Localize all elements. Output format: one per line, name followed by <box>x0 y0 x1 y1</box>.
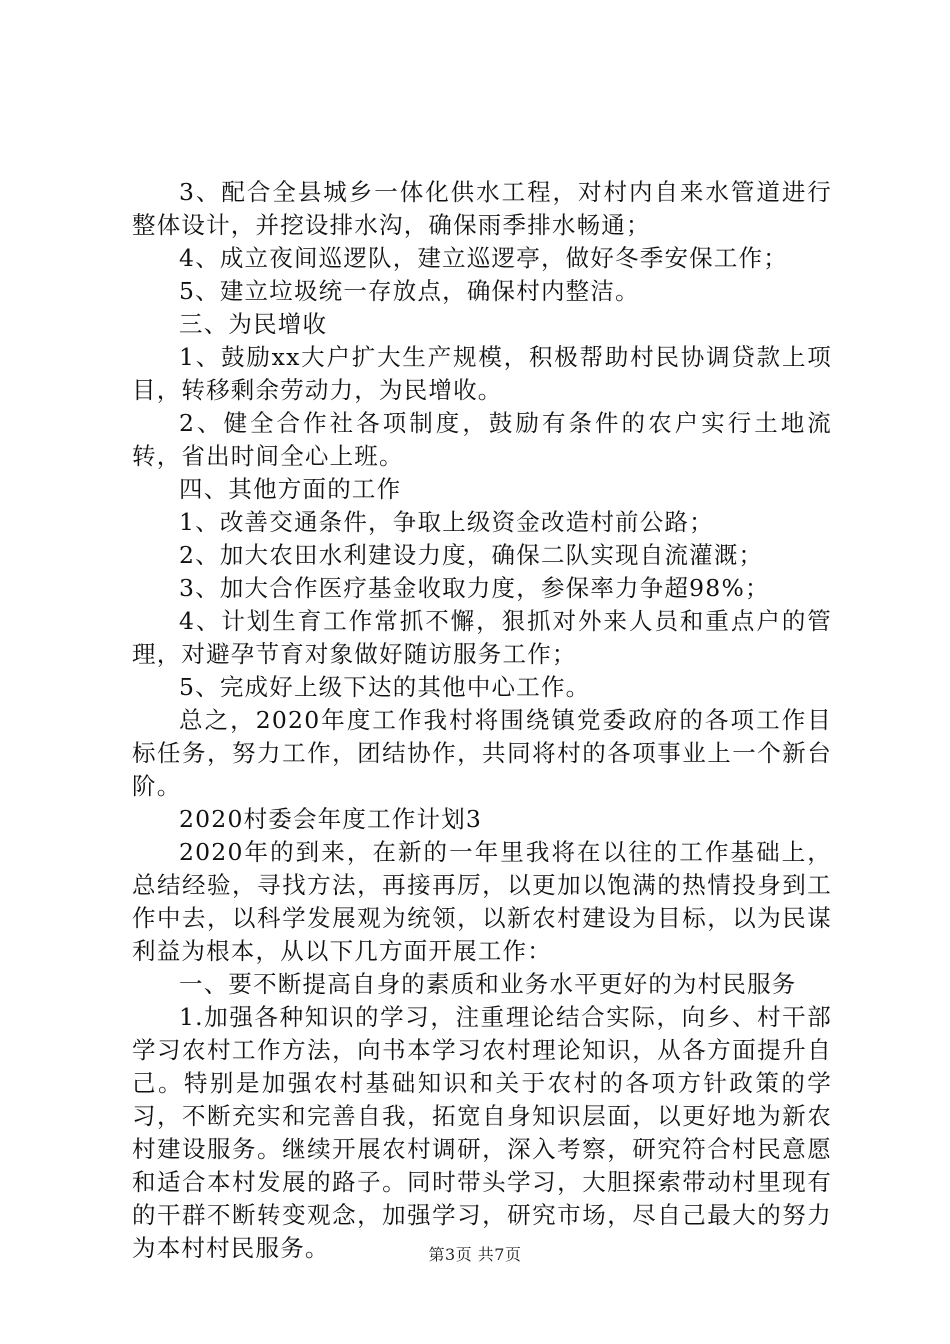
paragraph-encourage-households: 1、鼓励xx大户扩大生产规模，积极帮助村民协调贷款上项目，转移剩余劳动力，为民增收。 <box>132 343 832 404</box>
section-heading-improve-quality: 一、要不断提高自身的素质和业务水平更好的为村民服务 <box>179 970 797 998</box>
document-subtitle: 2020村委会年度工作计划3 <box>179 805 483 833</box>
section-heading-income: 三、为民增收 <box>179 310 328 338</box>
paragraph-traffic: 1、改善交通条件，争取上级资金改造村前公路； <box>179 508 714 536</box>
section-heading-other-work: 四、其他方面的工作 <box>179 475 402 503</box>
paragraph-water-supply: 3、配合全县城乡一体化供水工程，对村内自来水管道进行整体设计，并挖设排水沟，确保雨季排水畅通； <box>132 178 832 239</box>
document-body <box>132 176 832 1265</box>
paragraph-night-patrol: 4、成立夜间巡逻队，建立巡逻亭，做好冬季安保工作； <box>179 244 788 272</box>
paragraph-cooperative: 2、健全合作社各项制度，鼓励有条件的农户实行土地流转，省出时间全心上班。 <box>132 409 832 470</box>
paragraph-irrigation: 2、加大农田水利建设力度，确保二队实现自流灌溉； <box>179 541 764 569</box>
paragraph-intro: 2020年的到来，在新的一年里我将在以往的工作基础上，总结经验，寻找方法，再接再厉，以更加以饱满的热情投身到工作中去，以科学发展观为统领，以新农村建设为目标，以为民谋利益为根本，从以下几方面开展工作： <box>132 838 832 965</box>
paragraph-summary: 总之，2020年度工作我村将围绕镇党委政府的各项工作目标任务，努力工作，团结协作，共同将村的各项事业上一个新台阶。 <box>132 706 832 800</box>
paragraph-study-knowledge: 1.加强各种知识的学习，注重理论结合实际，向乡、村干部学习农村工作方法，向书本学习农村理论知识，从各方面提升自己。特别是加强农村基础知识和关于农村的各项方针政策的学习，不断充实和完善自我，拓宽自身知识层面，以更好地为新农村建设服务。继续开展农村调研，深入考察，研究符合村民意愿和适合本村发展的路子。同时带头学习，大胆探索带动村里现有的干群不断转变观念，加强学习，研究市场，尽自己最大的努力为本村村民服务。 <box>132 1003 832 1262</box>
page-number-footer: 第3页 共7页 <box>428 1245 522 1264</box>
paragraph-family-planning: 4、计划生育工作常抓不懈，狠抓对外来人员和重点户的管理，对避孕节育对象做好随访服务工作； <box>132 607 832 668</box>
paragraph-other-tasks: 5、完成好上级下达的其他中心工作。 <box>179 673 591 701</box>
paragraph-garbage-point: 5、建立垃圾统一存放点，确保村内整洁。 <box>179 277 640 305</box>
paragraph-medical-fund: 3、加大合作医疗基金收取力度，参保率力争超98%； <box>179 574 770 602</box>
